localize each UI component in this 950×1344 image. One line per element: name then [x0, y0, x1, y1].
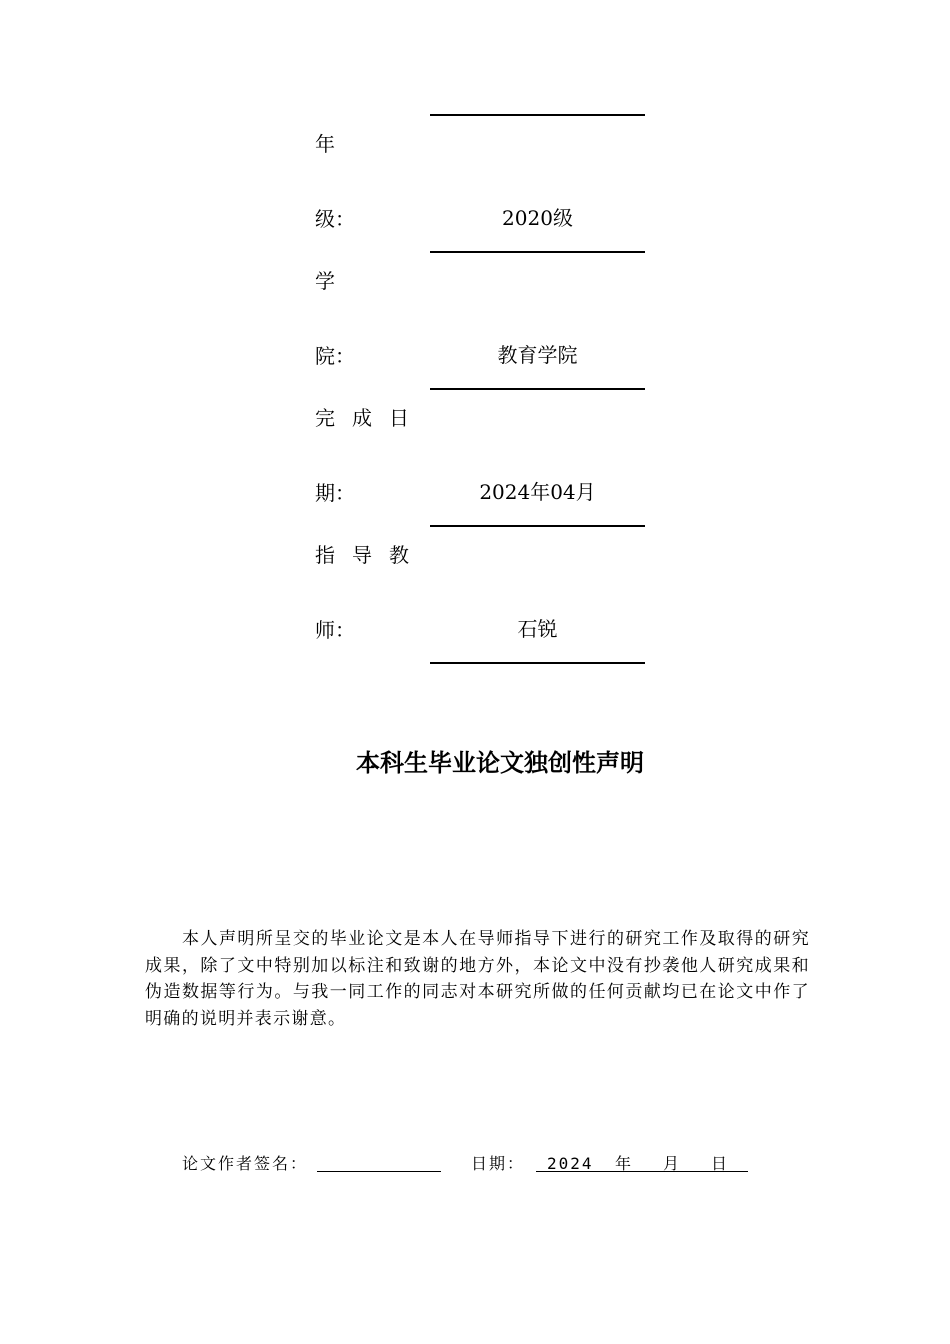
- date-label: 日期：: [471, 1154, 526, 1173]
- completion-date-label: 期：: [315, 481, 355, 505]
- completion-date-value: 2024年04月: [479, 480, 596, 504]
- advisor-value: 石锐: [517, 617, 558, 641]
- date-year: 2024: [547, 1154, 594, 1173]
- college-label: 院：: [315, 344, 355, 368]
- college-underline: [430, 388, 645, 390]
- date-day-unit: 日: [711, 1154, 730, 1173]
- grade-value: 2020级: [502, 206, 573, 230]
- date-blank[interactable]: [536, 1171, 748, 1172]
- date-month-unit: 月: [663, 1154, 682, 1173]
- grade-label: 级：: [315, 207, 355, 231]
- completion-date-label-top: 完成日: [315, 406, 426, 430]
- declaration-body: 本人声明所呈交的毕业论文是本人在导师指导下进行的研究工作及取得的研究成果，除了文中特别加以标注和致谢的地方外，本论文中没有抄袭他人研究成果和伪造数据等行为。与我一同工作的同志对本研究所做的任何贡献均已在论文中作了明确的说明并表示谢意。: [145, 929, 810, 1029]
- field-underline-top: [430, 114, 645, 116]
- completion-date-underline: [430, 525, 645, 527]
- author-signature-label: 论文作者签名：: [182, 1154, 309, 1173]
- advisor-label-top: 指导教: [315, 543, 426, 567]
- declaration-title: 本科生毕业论文独创性声明: [356, 749, 644, 777]
- grade-underline: [430, 251, 645, 253]
- college-label-top: 学: [315, 269, 335, 293]
- college-value: 教育学院: [497, 343, 578, 367]
- advisor-underline: [430, 662, 645, 664]
- author-signature-blank[interactable]: [317, 1171, 441, 1172]
- grade-label-top: 年: [315, 132, 335, 156]
- date-year-unit: 年: [615, 1154, 634, 1173]
- advisor-label: 师：: [315, 618, 355, 642]
